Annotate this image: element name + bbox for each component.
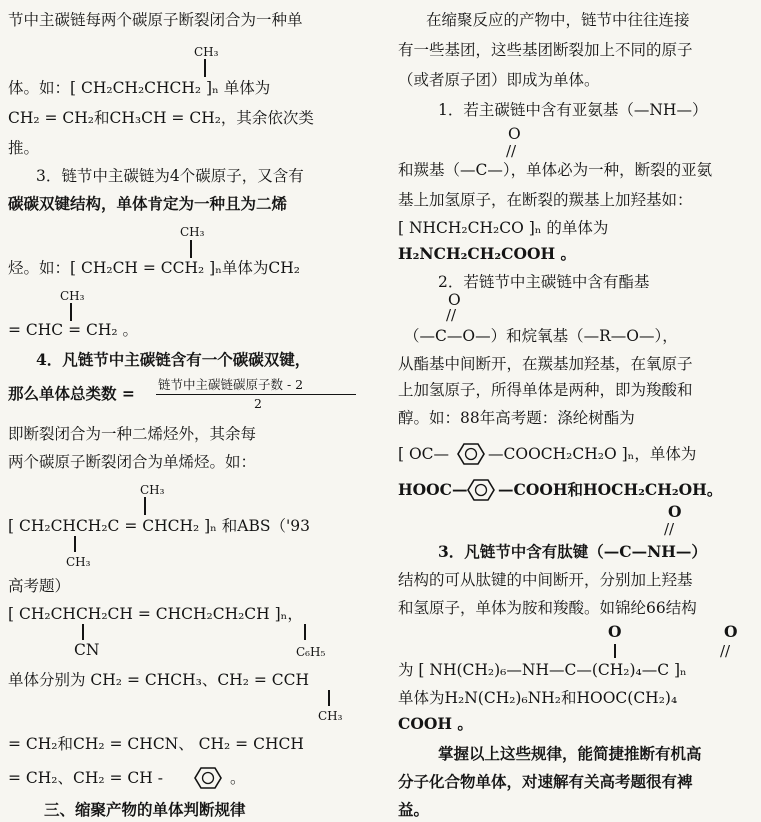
text-line: 和羰基（—C—），单体必为一种，断裂的亚氨	[398, 161, 713, 179]
text-line: COOH 。	[398, 714, 473, 733]
text-line: 1．若主碳链中含有亚氨基（—NH—）	[438, 101, 708, 119]
substituent-ch3: CH₃	[66, 555, 91, 569]
amide-oxygen: O	[668, 502, 682, 521]
substituent-ch3: CH₃	[140, 483, 165, 497]
text-line: 2．若链节中主碳链中含有酯基	[438, 273, 650, 291]
substituent-cn: CN	[74, 641, 100, 659]
benzene-ring-icon	[194, 766, 222, 790]
text-line: 高考题）	[8, 577, 71, 595]
text-line: 为 [ NH(CH₂)₆—NH—C—(CH₂)₄—C ]ₙ	[398, 661, 687, 679]
double-bond: //	[446, 306, 457, 324]
double-bond: //	[664, 520, 675, 538]
text-line: 碳碳双键结构，单体肯定为一种且为二烯	[8, 194, 288, 213]
ester-oxygen: O	[448, 291, 461, 309]
text-line: 。	[230, 769, 246, 787]
text-line: [ OC—	[398, 445, 450, 463]
text-line: 上加氢原子，所得单体是两种，即为羧酸和	[398, 381, 693, 399]
text-line: 有一些基团，这些基团断裂加上不同的原子	[398, 41, 693, 59]
text-line: = CH₂和CH₂ = CHCN、 CH₂ = CHCH	[8, 735, 304, 753]
text-line: HOOC—	[398, 480, 468, 499]
substituent-ch3: CH₃	[194, 45, 219, 59]
text-line: 掌握以上这些规律，能简捷推断有机高	[438, 744, 702, 763]
fraction-denominator: 2	[254, 396, 262, 411]
substituent-ch3: CH₃	[60, 289, 85, 303]
text-line: （—C—O—）和烷氧基（—R—O—），	[404, 327, 678, 345]
substituent-ch3: CH₃	[180, 225, 205, 239]
bond-line	[328, 690, 330, 706]
text-line: 两个碳原子断裂闭合为单烯烃。如：	[8, 453, 257, 471]
bond-line	[190, 240, 192, 258]
text-line: 益。	[398, 800, 430, 819]
amide-oxygen: O	[608, 622, 622, 641]
text-line: = CH₂、CH₂ = CH -	[8, 769, 163, 787]
section-heading: 三、缩聚产物的单体判断规律	[44, 800, 246, 819]
text-line: CH₂ = CH₂和CH₃CH = CH₂，其余依次类	[8, 109, 314, 127]
bond-line	[70, 303, 72, 321]
text-line: 推。	[8, 139, 40, 157]
text-line: 节中主碳链每两个碳原子断裂闭合为一种单	[8, 11, 303, 29]
text-line: —COOH和HOCH₂CH₂OH。	[498, 480, 723, 499]
bond-line	[614, 644, 616, 658]
text-line: 体。如：[ CH₂CH₂CHCH₂ ]ₙ 单体为	[8, 79, 271, 97]
amide-oxygen: O	[724, 622, 738, 641]
text-line: [ CH₂CHCH₂CH = CHCH₂CH₂CH ]ₙ，	[8, 605, 303, 623]
text-line: [ NHCH₂CH₂CO ]ₙ 的单体为	[398, 219, 609, 237]
text-line: 单体为H₂N(CH₂)₆NH₂和HOOC(CH₂)₄	[398, 689, 678, 707]
bond-line	[204, 59, 206, 77]
text-line: 3．凡链节中含有肽键（—C—NH—）	[438, 542, 707, 561]
carbonyl-oxygen: O	[508, 125, 521, 143]
bond-line	[304, 624, 306, 640]
text-line: 和氢原子，单体为胺和羧酸。如锦纶66结构	[398, 599, 697, 617]
text-line: —COOCH₂CH₂O ]ₙ，单体为	[488, 445, 697, 463]
text-line: （或者原子团）即成为单体。	[398, 71, 600, 89]
text-line: 4．凡链节中主碳链含有一个碳碳双键，	[36, 350, 311, 369]
text-line: 分子化合物单体，对速解有关高考题很有裨	[398, 772, 693, 791]
text-line: 醇。如：88年高考题：涤纶树酯为	[398, 409, 635, 427]
double-bond: //	[720, 642, 731, 660]
text-line: 单体分别为 CH₂ = CHCH₃、CH₂ = CCH	[8, 671, 309, 689]
text-line: 烃。如：[ CH₂CH = CCH₂ ]ₙ单体为CH₂	[8, 259, 301, 277]
substituent-ch3: CH₃	[318, 709, 343, 723]
text-line: 即断裂闭合为一种二烯烃外，其余每	[8, 425, 257, 443]
bond-line	[74, 536, 76, 552]
double-bond: //	[506, 142, 517, 160]
bond-line	[144, 497, 146, 515]
fraction-numerator: 链节中主碳链碳原子数 - 2	[158, 377, 304, 392]
benzene-ring-icon	[456, 442, 486, 466]
text-line: [ CH₂CHCH₂C = CHCH₂ ]ₙ 和ABS（'93	[8, 517, 310, 535]
text-line: = CHC = CH₂ 。	[8, 321, 139, 339]
text-line: 基上加氢原子，在断裂的羰基上加羟基如：	[398, 191, 693, 209]
benzene-ring-icon	[466, 478, 496, 502]
text-line: 3．链节中主碳链为4个碳原子，又含有	[36, 167, 304, 185]
substituent-c6h5: C₆H₅	[296, 645, 326, 659]
text-line: 那么单体总类数 =	[8, 384, 135, 403]
text-line: H₂NCH₂CH₂COOH 。	[398, 244, 577, 263]
text-line: 从酯基中间断开，在羰基加羟基，在氧原子	[398, 355, 693, 373]
text-line: 在缩聚反应的产物中，链节中往往连接	[426, 11, 690, 29]
bond-line	[82, 624, 84, 640]
text-line: 结构的可从肽键的中间断开，分别加上羟基	[398, 571, 693, 589]
